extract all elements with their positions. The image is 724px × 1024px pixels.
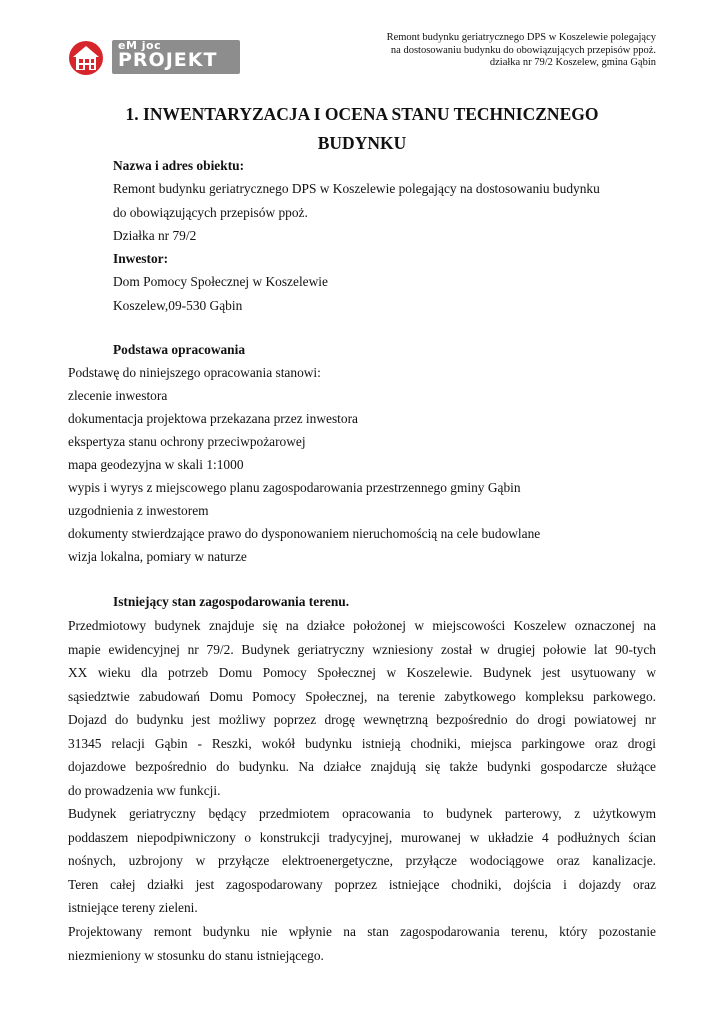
existing-paragraph-1 xyxy=(68,614,656,802)
company-logo xyxy=(66,38,242,76)
paragraph-line: istniejące tereny zieleni. xyxy=(68,900,198,915)
page-title xyxy=(68,100,656,158)
investor-heading: Inwestor: xyxy=(113,251,169,266)
logo-top-text: eM joc xyxy=(118,39,162,52)
paragraph-line: nośnych, uzbrojony w przyłącze elektroenergetyczne, przyłącze wodociągowe oraz kanalizacje. xyxy=(68,853,656,868)
object-heading: Nazwa i adres obiektu: xyxy=(113,158,245,173)
header-note-line: na dostosowaniu budynku do obowiązujących przepisów ppoż. xyxy=(390,44,656,56)
paragraph-line: Projektowany remont budynku nie wpłynie na stan zagospodarowania terenu, który pozostanie xyxy=(68,924,656,939)
paragraph-line: sąsiedztwie zabudowań Domu Pomocy Społecznej, na terenie zabytkowego kompleksu parkowego. xyxy=(68,688,656,704)
basis-line: wizja lokalna, pomiary w naturze xyxy=(68,549,247,564)
basis-line: dokumenty stwierdzające prawo do dysponowaniem nieruchomością na cele budowlane xyxy=(68,526,541,541)
basis-line: mapa geodezyjna w skali 1:1000 xyxy=(68,457,244,472)
paragraph-line: Teren całej działki jest zagospodarowany poprzez istniejące chodniki, dojścia i dojazdy oraz xyxy=(68,876,656,892)
basis-line: Podstawę do niniejszego opracowania stanowi: xyxy=(68,365,321,380)
house-logo-icon xyxy=(66,38,110,76)
title-line: BUDYNKU xyxy=(317,133,407,153)
object-line: Remont budynku geriatrycznego DPS w Koszelewie polegający na dostosowaniu budynku xyxy=(113,181,600,196)
logo-main-text: PROJEKT xyxy=(118,49,218,71)
paragraph-line: do prowadzenia ww funkcji. xyxy=(68,782,221,798)
basis-line: zlecenie inwestora xyxy=(68,388,168,403)
paragraph-line: XX wieku dla potrzeb Domu Pomocy Społecznej w Koszelewie. Budynek jest usytuowany w xyxy=(68,665,656,680)
paragraph-line: Dojazd do budynku jest możliwy poprzez drogę wewnętrzną bezpośrednio do drogi powiatowej nr xyxy=(68,712,656,727)
paragraph-line: Przedmiotowy budynek znajduje się na działce położonej w miejscowości Koszelew oznaczonej na xyxy=(68,618,656,633)
investor-line: Dom Pomocy Społecznej w Koszelewie xyxy=(113,274,328,289)
header-note xyxy=(356,32,656,70)
paragraph-line: niezmieniony w stosunku do stanu istniejącego. xyxy=(68,947,324,963)
title-line: 1. INWENTARYZACJA I OCENA STANU TECHNICZNEGO xyxy=(125,104,599,124)
object-line: Działka nr 79/2 xyxy=(113,228,197,243)
existing-paragraph-3 xyxy=(68,920,656,967)
object-line: do obowiązujących przepisów ppoż. xyxy=(113,205,308,220)
paragraph-line: dojazdowe bezpośrednio do budynku. Na działce znajdują się także budynki gospodarcze służące xyxy=(68,759,656,774)
paragraph-line: 31345 relacji Gąbin - Reszki, wokół budynku istnieją chodniki, miejsca parkingowe oraz drogi xyxy=(68,735,656,751)
header-note-line: działka nr 79/2 Koszelew, gmina Gąbin xyxy=(489,57,656,68)
basis-line: uzgodnienia z inwestorem xyxy=(68,503,209,518)
paragraph-line: poddaszem niepodpiwniczony o konstrukcji tradycyjnej, murowanej w układzie 4 podłużnych ścian xyxy=(68,829,656,845)
basis-line: ekspertyza stanu ochrony przeciwpożarowej xyxy=(68,434,306,449)
existing-heading: Istniejący stan zagospodarowania terenu. xyxy=(113,594,350,609)
investor-line: Koszelew,09-530 Gąbin xyxy=(113,298,243,313)
existing-paragraph-2 xyxy=(68,802,656,920)
paragraph-line: mapie ewidencyjnej nr 79/2. Budynek geriatryczny wzniesiony został w drugiej połowie lat 90-tych xyxy=(68,641,656,657)
paragraph-line: Budynek geriatryczny będący przedmiotem opracowania to budynek parterowy, z użytkowym xyxy=(68,806,656,821)
basis-line: dokumentacja projektowa przekazana przez inwestora xyxy=(68,411,358,426)
header-note-line: Remont budynku geriatrycznego DPS w Koszelewie polegający xyxy=(386,32,656,43)
basis-heading: Podstawa opracowania xyxy=(113,342,246,357)
basis-line: wypis i wyrys z miejscowego planu zagospodarowania przestrzennego gminy Gąbin xyxy=(68,480,521,495)
